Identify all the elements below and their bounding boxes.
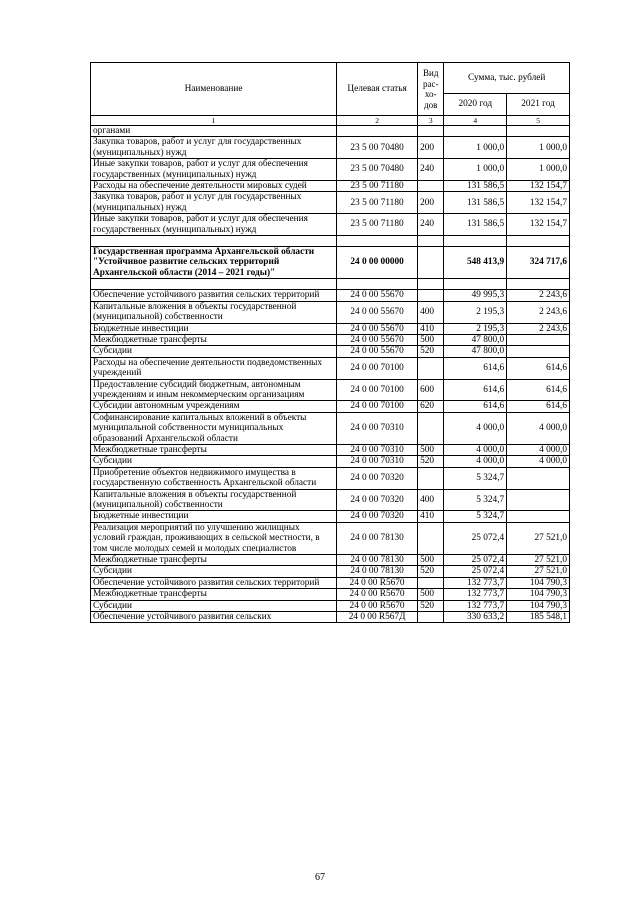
row-expense-kind: 620 [418, 401, 444, 412]
row-name: Субсидии автономным учреждениям [91, 401, 337, 412]
row-name: Реализация мероприятий по улучшению жилищных условий граждан, проживающих в сельской местности, в том числе молодых семей и молодых специалистов [91, 522, 337, 554]
table-row [91, 192, 570, 214]
row-target-article: 23 5 00 71180 [337, 181, 418, 192]
row-target-article: 23 5 00 70480 [337, 137, 418, 159]
row-sum-2020: 25 072,4 [444, 566, 507, 577]
row-name: Межбюджетные трансферты [91, 444, 337, 455]
table-row [91, 126, 570, 137]
row-expense-kind: 400 [418, 301, 444, 323]
row-target-article: 24 0 00 70320 [337, 511, 418, 522]
row-name: Обеспечение устойчивого развития сельских территорий [91, 577, 337, 588]
table-row [91, 600, 570, 611]
row-sum-2021: 2 243,6 [507, 301, 570, 323]
row-name: Межбюджетные трансферты [91, 555, 337, 566]
row-target-article: 24 0 00 R5670 [337, 589, 418, 600]
table-row [91, 181, 570, 192]
row-name: Приобретение объектов недвижимого имущества в государственную собственность Архангельской области [91, 467, 337, 489]
row-name [91, 279, 337, 290]
row-sum-2020: 47 800,0 [444, 346, 507, 357]
row-target-article: 24 0 00 70310 [337, 412, 418, 444]
row-target-article: 24 0 00 55670 [337, 334, 418, 345]
row-name: Межбюджетные трансферты [91, 589, 337, 600]
row-sum-2021: 27 521,0 [507, 566, 570, 577]
row-sum-2020: 1 000,0 [444, 159, 507, 181]
row-name: Расходы на обеспечение деятельности подведомственных учреждений [91, 357, 337, 379]
row-sum-2021: 27 521,0 [507, 522, 570, 554]
row-expense-kind: 500 [418, 589, 444, 600]
row-sum-2020: 1 000,0 [444, 137, 507, 159]
table-row [91, 577, 570, 588]
row-target-article: 24 0 00 70100 [337, 357, 418, 379]
row-sum-2020: 131 586,5 [444, 181, 507, 192]
column-index: 3 [418, 116, 444, 126]
row-expense-kind: 520 [418, 566, 444, 577]
row-sum-2020: 614,6 [444, 379, 507, 401]
row-expense-kind [418, 181, 444, 192]
row-sum-2021: 2 243,6 [507, 323, 570, 334]
row-sum-2021: 614,6 [507, 379, 570, 401]
row-sum-2021: 104 790,3 [507, 577, 570, 588]
row-target-article: 24 0 00 55670 [337, 346, 418, 357]
row-name: Обеспечение устойчивого развития сельских [91, 612, 337, 623]
row-sum-2020: 548 413,9 [444, 247, 507, 279]
row-expense-kind [418, 577, 444, 588]
row-sum-2021 [507, 467, 570, 489]
row-target-article: 24 0 00 70100 [337, 401, 418, 412]
row-target-article: 23 5 00 71180 [337, 214, 418, 236]
header-name: Наименование [91, 63, 337, 116]
row-sum-2020: 614,6 [444, 357, 507, 379]
row-sum-2020: 25 072,4 [444, 522, 507, 554]
row-sum-2021: 1 000,0 [507, 159, 570, 181]
table-row [91, 522, 570, 554]
row-name: Расходы на обеспечение деятельности мировых судей [91, 181, 337, 192]
row-sum-2020: 131 586,5 [444, 192, 507, 214]
row-target-article [337, 126, 418, 137]
row-sum-2021 [507, 489, 570, 511]
row-expense-kind: 240 [418, 159, 444, 181]
header-target-article: Целевая статья [337, 63, 418, 116]
row-expense-kind: 500 [418, 444, 444, 455]
row-expense-kind [418, 279, 444, 290]
row-sum-2020: 5 324,7 [444, 511, 507, 522]
table-row [91, 159, 570, 181]
row-sum-2021: 132 154,7 [507, 214, 570, 236]
row-sum-2021: 104 790,3 [507, 600, 570, 611]
row-sum-2020 [444, 279, 507, 290]
column-index: 4 [444, 116, 507, 126]
row-target-article: 24 0 00 78130 [337, 522, 418, 554]
spacer-row [91, 236, 570, 247]
row-sum-2021: 1 000,0 [507, 137, 570, 159]
row-name: Капитальные вложения в объекты государственной (муниципальной) собственности [91, 301, 337, 323]
row-target-article: 24 0 00 70310 [337, 456, 418, 467]
row-name: Субсидии [91, 346, 337, 357]
table-row [91, 379, 570, 401]
row-name: Бюджетные инвестиции [91, 323, 337, 334]
row-expense-kind: 410 [418, 323, 444, 334]
header-sum: Сумма, тыс. рублей [444, 63, 570, 94]
row-name: Субсидии [91, 566, 337, 577]
row-expense-kind: 520 [418, 600, 444, 611]
budget-table [90, 62, 570, 623]
row-name: Иные закупки товаров, работ и услуг для обеспечения государственных (муниципальных) нужд [91, 159, 337, 181]
row-name: Иные закупки товаров, работ и услуг для обеспечения государственных (муниципальных) нужд [91, 214, 337, 236]
row-sum-2021: 2 243,6 [507, 290, 570, 301]
row-sum-2020: 330 633,2 [444, 612, 507, 623]
table-row [91, 323, 570, 334]
row-expense-kind [418, 290, 444, 301]
row-sum-2021: 185 548,1 [507, 612, 570, 623]
table-row [91, 346, 570, 357]
row-sum-2020: 132 773,7 [444, 600, 507, 611]
row-target-article: 24 0 00 R567Д [337, 612, 418, 623]
row-sum-2021: 4 000,0 [507, 456, 570, 467]
row-sum-2020: 4 000,0 [444, 444, 507, 455]
row-name: Государственная программа Архангельской области "Устойчивое развитие сельских территорий Архангельской области (2014 – 2021 годы)" [91, 247, 337, 279]
row-sum-2020: 4 000,0 [444, 412, 507, 444]
row-expense-kind: 400 [418, 489, 444, 511]
row-sum-2021: 132 154,7 [507, 192, 570, 214]
row-expense-kind: 600 [418, 379, 444, 401]
row-target-article: 24 0 00 78130 [337, 566, 418, 577]
row-sum-2020: 2 195,3 [444, 301, 507, 323]
row-expense-kind: 200 [418, 192, 444, 214]
row-expense-kind: 410 [418, 511, 444, 522]
row-expense-kind: 500 [418, 334, 444, 345]
row-sum-2021 [507, 236, 570, 247]
header-expense-kind: Вид рас-хо-дов [418, 63, 444, 116]
row-name: Субсидии [91, 456, 337, 467]
row-target-article: 24 0 00 R5670 [337, 577, 418, 588]
row-name: Капитальные вложения в объекты государственной (муниципальной) собственности [91, 489, 337, 511]
row-name: органами [91, 126, 337, 137]
row-sum-2020: 25 072,4 [444, 555, 507, 566]
column-index: 1 [91, 116, 337, 126]
row-expense-kind: 240 [418, 214, 444, 236]
row-sum-2021 [507, 334, 570, 345]
row-sum-2020: 5 324,7 [444, 489, 507, 511]
row-sum-2021: 614,6 [507, 357, 570, 379]
row-sum-2020: 2 195,3 [444, 323, 507, 334]
row-expense-kind [418, 467, 444, 489]
row-target-article: 24 0 00 78130 [337, 555, 418, 566]
column-index-row [91, 116, 570, 126]
table-row [91, 412, 570, 444]
row-sum-2021: 4 000,0 [507, 412, 570, 444]
row-name: Предоставление субсидий бюджетным, автономным учреждениям и иным некоммерческим организациям [91, 379, 337, 401]
row-target-article: 24 0 00 55670 [337, 290, 418, 301]
row-sum-2020 [444, 126, 507, 137]
row-sum-2021: 104 790,3 [507, 589, 570, 600]
row-expense-kind [418, 247, 444, 279]
row-sum-2020: 614,6 [444, 401, 507, 412]
row-sum-2021: 27 521,0 [507, 555, 570, 566]
table-row [91, 401, 570, 412]
row-expense-kind: 200 [418, 137, 444, 159]
table-row [91, 214, 570, 236]
spacer-row [91, 279, 570, 290]
header-year-2020: 2020 год [444, 94, 507, 116]
row-expense-kind [418, 236, 444, 247]
row-expense-kind [418, 522, 444, 554]
row-name: Межбюджетные трансферты [91, 334, 337, 345]
row-sum-2021 [507, 279, 570, 290]
row-sum-2020: 5 324,7 [444, 467, 507, 489]
row-name: Софинансирование капитальных вложений в объекты муниципальной собственности муниципальных образований Архангельской области [91, 412, 337, 444]
row-expense-kind [418, 126, 444, 137]
row-sum-2020: 132 773,7 [444, 577, 507, 588]
row-expense-kind: 520 [418, 346, 444, 357]
table-row [91, 456, 570, 467]
page-number: 67 [315, 872, 325, 883]
row-sum-2021: 324 717,6 [507, 247, 570, 279]
table-row [91, 137, 570, 159]
row-target-article: 24 0 00 70320 [337, 467, 418, 489]
header-year-2021: 2021 год [507, 94, 570, 116]
table-row [91, 247, 570, 279]
column-index: 5 [507, 116, 570, 126]
table-row [91, 301, 570, 323]
row-target-article: 23 5 00 70480 [337, 159, 418, 181]
table-row [91, 467, 570, 489]
row-target-article: 24 0 00 70320 [337, 489, 418, 511]
row-target-article: 24 0 00 55670 [337, 323, 418, 334]
row-sum-2020: 4 000,0 [444, 456, 507, 467]
row-sum-2021 [507, 126, 570, 137]
row-expense-kind: 520 [418, 456, 444, 467]
row-target-article: 24 0 00 R5670 [337, 600, 418, 611]
row-sum-2020 [444, 236, 507, 247]
table-row [91, 566, 570, 577]
row-sum-2021: 4 000,0 [507, 444, 570, 455]
table-row [91, 444, 570, 455]
table-row [91, 357, 570, 379]
row-name: Закупка товаров, работ и услуг для государственных (муниципальных) нужд [91, 137, 337, 159]
table-row [91, 589, 570, 600]
row-target-article: 24 0 00 55670 [337, 301, 418, 323]
table-row [91, 555, 570, 566]
table-row [91, 334, 570, 345]
budget-table-page [90, 62, 570, 623]
row-name: Субсидии [91, 600, 337, 611]
row-target-article [337, 279, 418, 290]
row-sum-2020: 131 586,5 [444, 214, 507, 236]
row-target-article: 24 0 00 00000 [337, 247, 418, 279]
row-name [91, 236, 337, 247]
table-row [91, 489, 570, 511]
row-sum-2021: 132 154,7 [507, 181, 570, 192]
row-expense-kind [418, 357, 444, 379]
row-sum-2021 [507, 346, 570, 357]
row-name: Закупка товаров, работ и услуг для государственных (муниципальных) нужд [91, 192, 337, 214]
row-target-article: 24 0 00 70100 [337, 379, 418, 401]
table-row [91, 612, 570, 623]
row-target-article: 23 5 00 71180 [337, 192, 418, 214]
row-sum-2020: 49 995,3 [444, 290, 507, 301]
row-target-article [337, 236, 418, 247]
row-name: Бюджетные инвестиции [91, 511, 337, 522]
row-target-article: 24 0 00 70310 [337, 444, 418, 455]
column-index: 2 [337, 116, 418, 126]
table-body [91, 126, 570, 623]
table-row [91, 511, 570, 522]
row-expense-kind: 500 [418, 555, 444, 566]
row-sum-2020: 132 773,7 [444, 589, 507, 600]
row-name: Обеспечение устойчивого развития сельских территорий [91, 290, 337, 301]
row-expense-kind [418, 612, 444, 623]
row-sum-2021 [507, 511, 570, 522]
row-sum-2020: 47 800,0 [444, 334, 507, 345]
row-sum-2021: 614,6 [507, 401, 570, 412]
row-expense-kind [418, 412, 444, 444]
table-row [91, 290, 570, 301]
